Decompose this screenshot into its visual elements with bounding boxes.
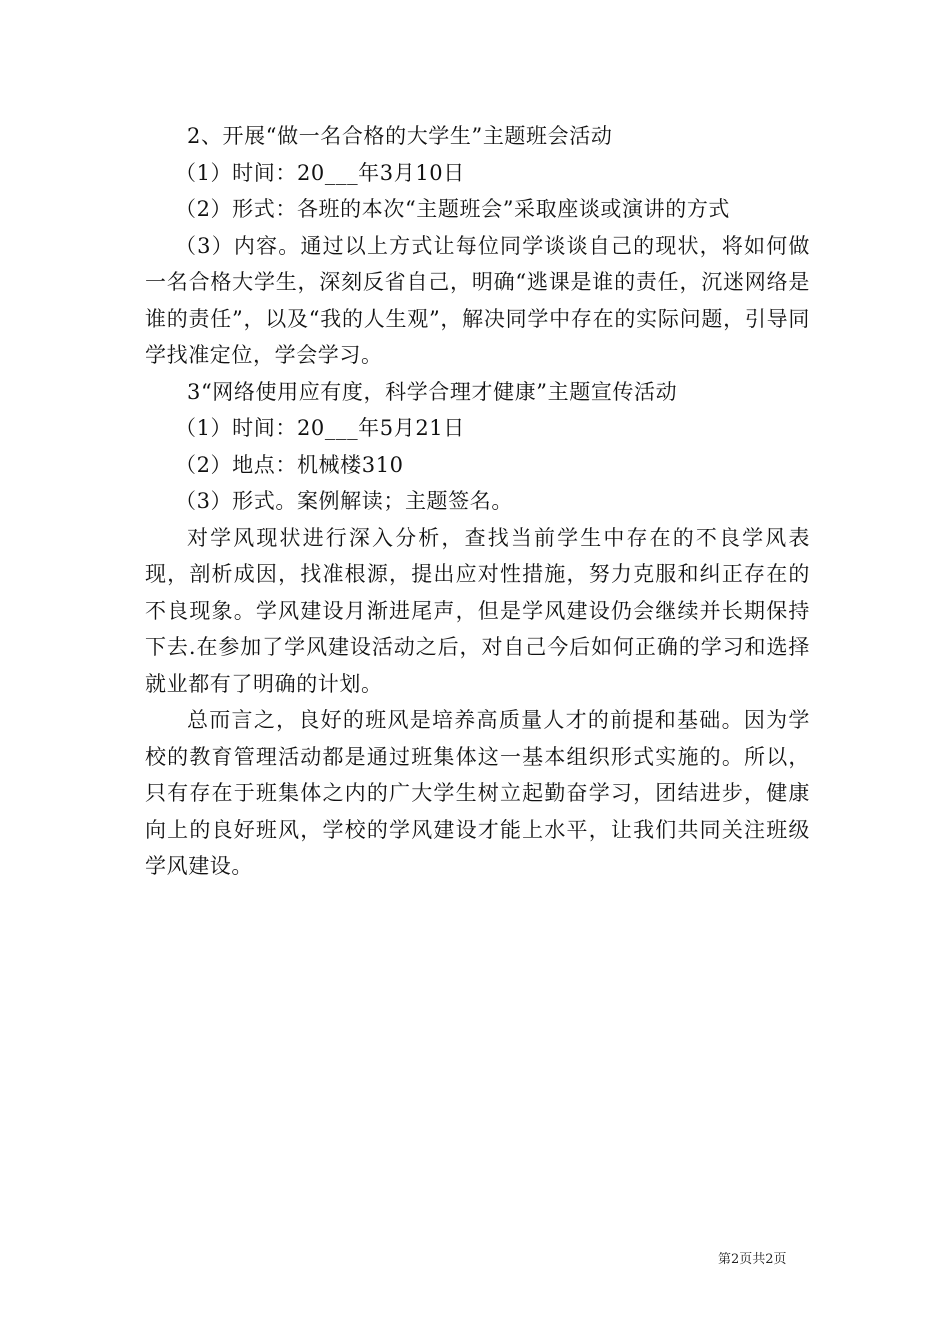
body-paragraph-analysis: 对学风现状进行深入分析，查找当前学生中存在的不良学风表现，剖析成因，找准根源，提出应对性措施，努力克服和纠正存在的不良现象。学风建设月渐进尾声，但是学风建设仍会继续并长期保持下去.在参加了学风建设活动之后，对自己今后如何正确的学习和选择就业都有了明确的计划。 — [145, 525, 810, 696]
item-time-1: （1）时间：20___年3月10日 — [175, 160, 465, 185]
section-heading-network-campaign: 3“网络使用应有度，科学合理才健康”主题宣传活动 — [187, 379, 678, 404]
item-location-2: （2）地点：机械楼310 — [175, 452, 404, 477]
item-time-2: （1）时间：20___年5月21日 — [175, 416, 465, 440]
document-body — [145, 118, 810, 885]
item-form-1: （2）形式：各班的本次“主题班会”采取座谈或演讲的方式 — [175, 197, 731, 221]
item-content-1: （3）内容。通过以上方式让每位同学谈谈自己的现状，将如何做一名合格大学生，深刻反省自己，明确“逃课是谁的责任，沉迷网络是谁的责任”，以及“我的人生观”，解决同学中存在的实际问题，引导同学找准定位，学会学习。 — [145, 233, 810, 367]
body-paragraph-conclusion: 总而言之，良好的班风是培养高质量人才的前提和基础。因为学校的教育管理活动都是通过班集体这一基本组织形式实施的。所以，只有存在于班集体之内的广大学生树立起勤奋学习，团结进步，健康向上的良好班风，学校的学风建设才能上水平，让我们共同关注班级学风建设。 — [145, 708, 810, 878]
page-number: 第2页共2页 — [718, 1252, 787, 1267]
item-form-2: （3）形式。案例解读；主题签名。 — [175, 489, 513, 513]
section-heading-class-meeting: 2、开展“做一名合格的大学生”主题班会活动 — [187, 124, 613, 148]
